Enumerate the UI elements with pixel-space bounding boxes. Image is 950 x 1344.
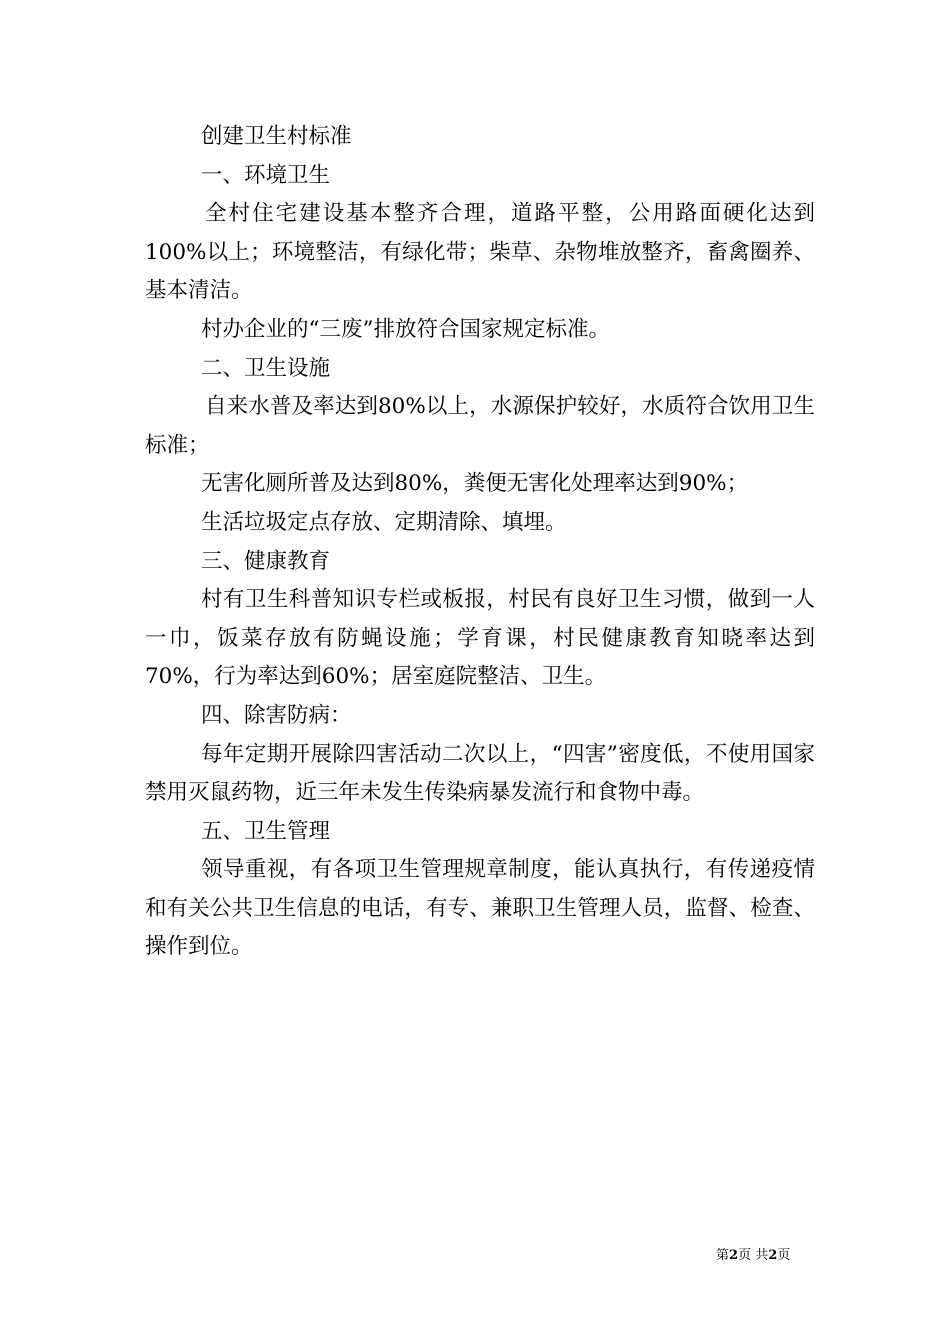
paragraph: 村办企业的“三废”排放符合国家规定标准。 [201,316,610,342]
paragraph: 领导重视，有各项卫生管理规章制度，能认真执行，有传递疫情和有关公共卫生信息的电话，有专、兼职卫生管理人员，监督、检查、操作到位。 [145,857,815,960]
section-heading-environment: 一、环境卫生 [201,162,331,188]
footer-page-number: 2 [729,1248,739,1263]
section-heading-facilities: 二、卫生设施 [201,355,331,381]
footer-prefix: 第 [716,1248,730,1263]
paragraph: 村有卫生科普知识专栏或板报，村民有良好卫生习惯，做到一人一巾，饭菜存放有防蝇设施；学育课，村民健康教育知晓率达到70%，行为率达到60%；居室庭院整洁、卫生。 [145,587,815,690]
paragraph: 每年定期开展除四害活动二次以上，“四害”密度低，不使用国家禁用灭鼠药物，近三年未发生传染病暴发流行和食物中毒。 [145,741,815,806]
section-heading-education: 三、健康教育 [201,548,331,574]
footer-suffix: 页 [777,1248,791,1263]
paragraph: 无害化厕所普及达到80%，粪便无害化处理率达到90%； [201,471,749,497]
footer-total-pages: 2 [768,1248,778,1263]
section-heading-management: 五、卫生管理 [201,818,331,844]
document-body [145,118,815,967]
paragraph: 生活垃圾定点存放、定期清除、填埋。 [201,509,567,535]
paragraph: 全村住宅建设基本整齐合理，道路平整，公用路面硬化达到100%以上；环境整洁，有绿化带；柴草、杂物堆放整齐，畜禽圈养、基本清洁。 [145,201,815,304]
page-footer [716,1248,790,1264]
document-title: 创建卫生村标准 [201,124,352,149]
paragraph: 自来水普及率达到80%以上，水源保护较好，水质符合饮用卫生标准； [145,394,815,458]
section-heading-disease-prevention: 四、除害防病： [201,702,352,728]
footer-middle: 页 共 [738,1248,769,1263]
